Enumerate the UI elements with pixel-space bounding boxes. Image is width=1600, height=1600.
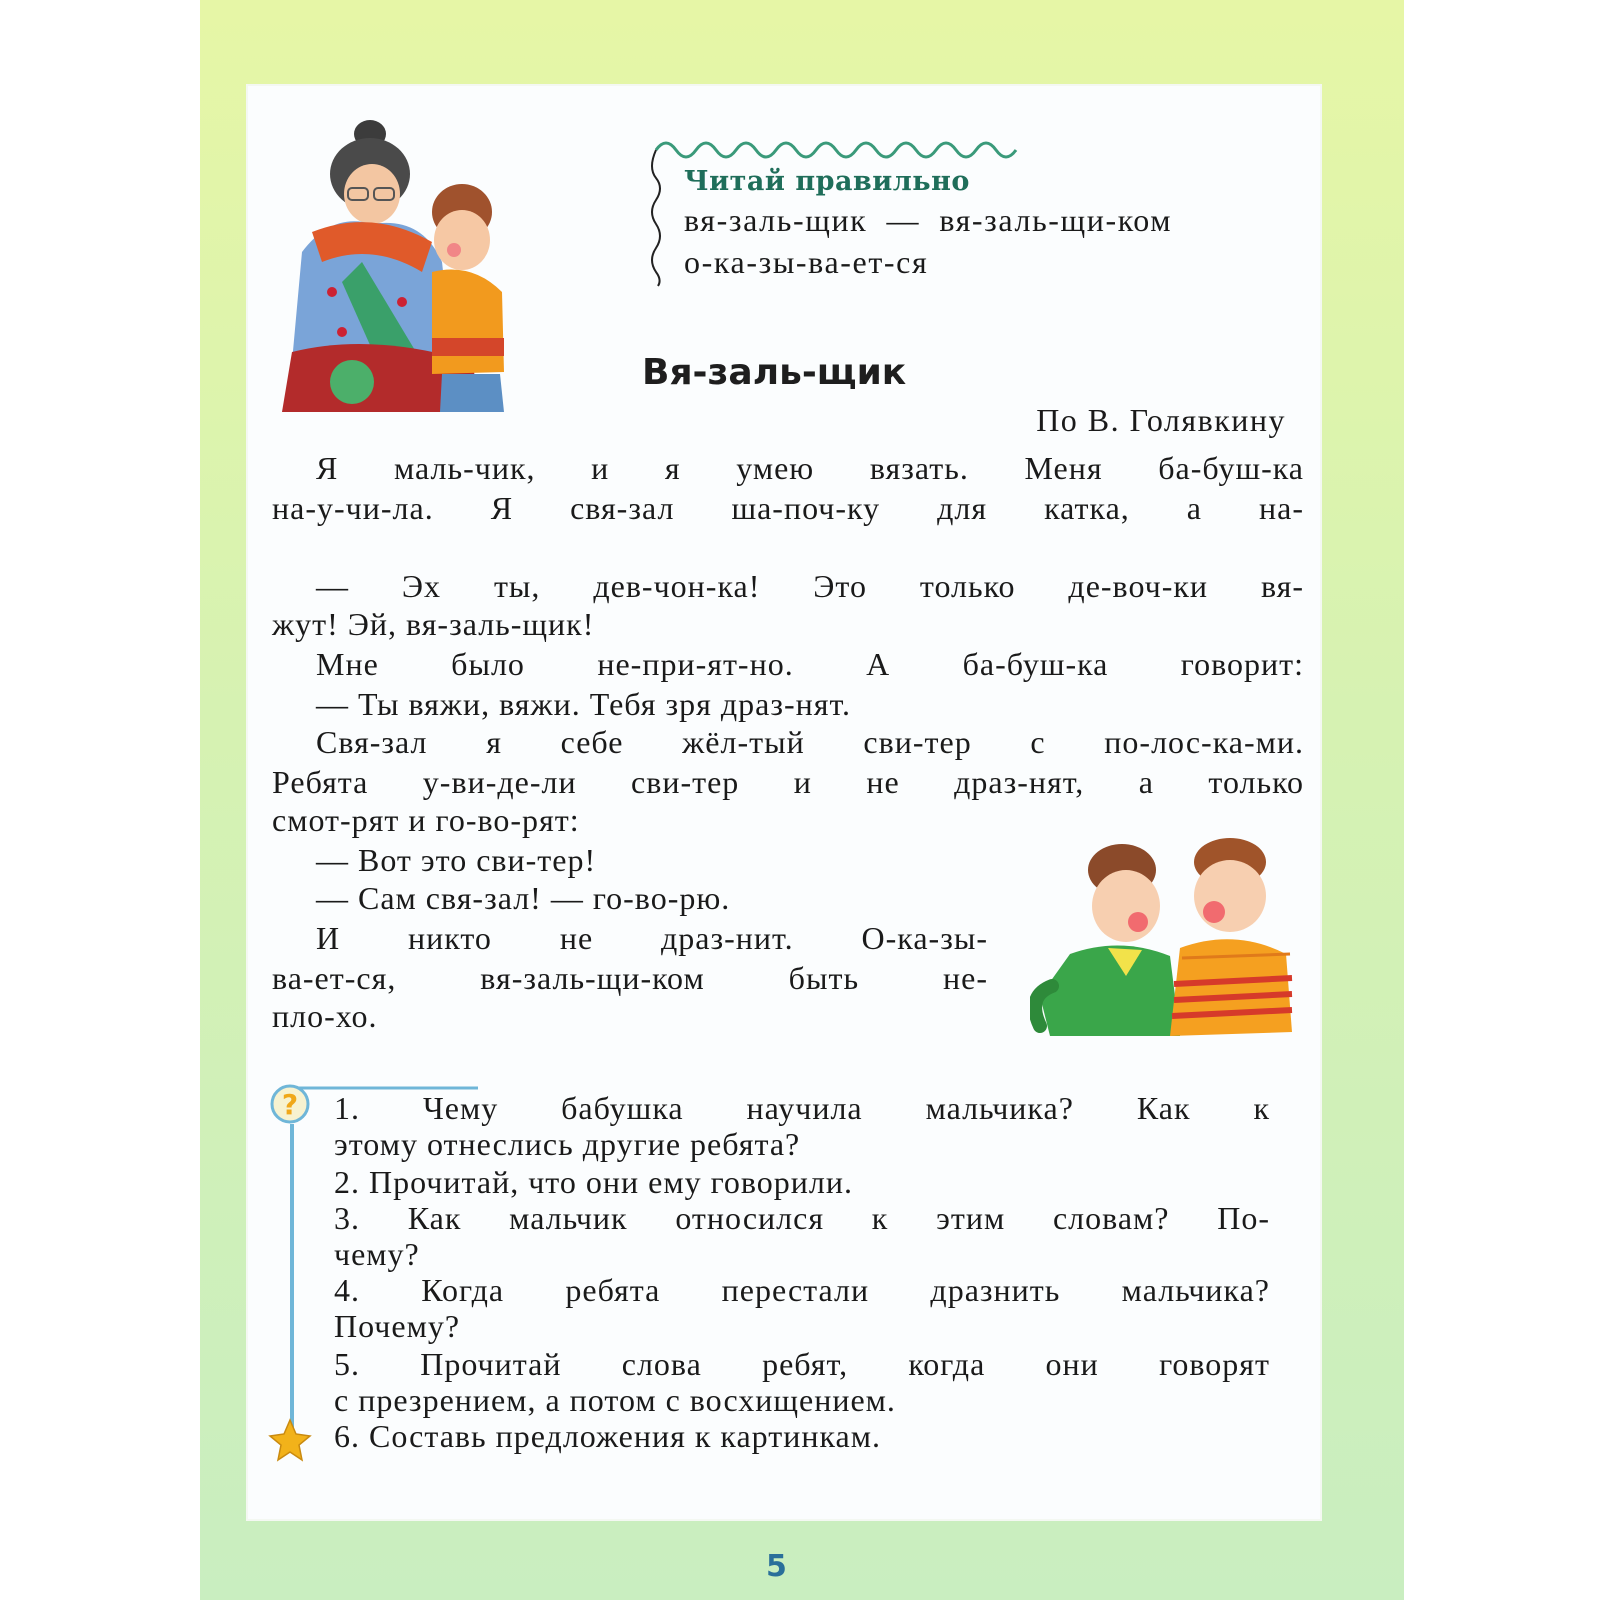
question-line: 2. Прочитай, что они ему говорили. (334, 1164, 853, 1200)
story-line: — Сам свя-зал! — го-во-рю. (316, 880, 731, 916)
story-line: Ребята у-ви-де-ли сви-тер и не драз-нят, а только (272, 764, 1304, 800)
story-line: смот-рят и го-во-рят: (272, 802, 580, 838)
read-correctly-title: Читай правильно (684, 166, 970, 197)
read-correctly-line-1: вя-заль-щик — вя-заль-щи-ком (684, 202, 1173, 238)
question-line: 4. Когда ребята перестали дразнить мальчика? (334, 1272, 1270, 1308)
grandmother-knitting-illustration (272, 112, 532, 422)
story-line: Мне было не-при-ят-но. А ба-буш-ка говорит: (316, 646, 1304, 682)
question-mark-glyph: ? (281, 1088, 299, 1121)
question-line: 5. Прочитай слова ребят, когда они говорят (334, 1346, 1270, 1382)
story-line: на-у-чи-ла. Я свя-зал ша-поч-ку для катка, а на- (272, 490, 1304, 526)
story-line: И никто не драз-нит. О-ка-зы- (316, 920, 988, 956)
story-line: ва-ет-ся, вя-заль-щи-ком быть не- (272, 960, 988, 996)
story-line: жут! Эй, вя-заль-щик! (272, 606, 595, 642)
story-line: — Эх ты, дев-чон-ка! Это только де-воч-ки вя- (316, 568, 1304, 604)
question-line: Почему? (334, 1308, 461, 1344)
question-line: чему? (334, 1236, 420, 1272)
story-author: По В. Голявкину (1036, 402, 1286, 438)
story-line: пло-хо. (272, 998, 378, 1034)
question-line: 1. Чему бабушка научила мальчика? Как к (334, 1090, 1270, 1126)
star-icon (270, 1420, 310, 1460)
story-title: Вя-заль-щик (642, 352, 907, 393)
question-line: 6. Составь предложения к картинкам. (334, 1418, 881, 1454)
question-line: 3. Как мальчик относился к этим словам? По- (334, 1200, 1270, 1236)
read-correctly-line-2: о-ка-зы-ва-ет-ся (684, 244, 929, 280)
question-line: с презрением, а потом с восхищением. (334, 1382, 896, 1418)
page-number: 5 (766, 1549, 787, 1584)
two-boys-illustration (1030, 836, 1300, 1056)
story-line: — Ты вяжи, вяжи. Тебя зря драз-нят. (316, 686, 852, 722)
story-line: Свя-зал я себе жёл-тый сви-тер с по-лос-ка-ми. (316, 724, 1304, 760)
story-line: — Вот это сви-тер! (316, 842, 597, 878)
story-line: Я маль-чик, и я умею вязать. Меня ба-буш-ка (316, 450, 1304, 486)
question-line: этому отнеслись другие ребята? (334, 1126, 801, 1162)
